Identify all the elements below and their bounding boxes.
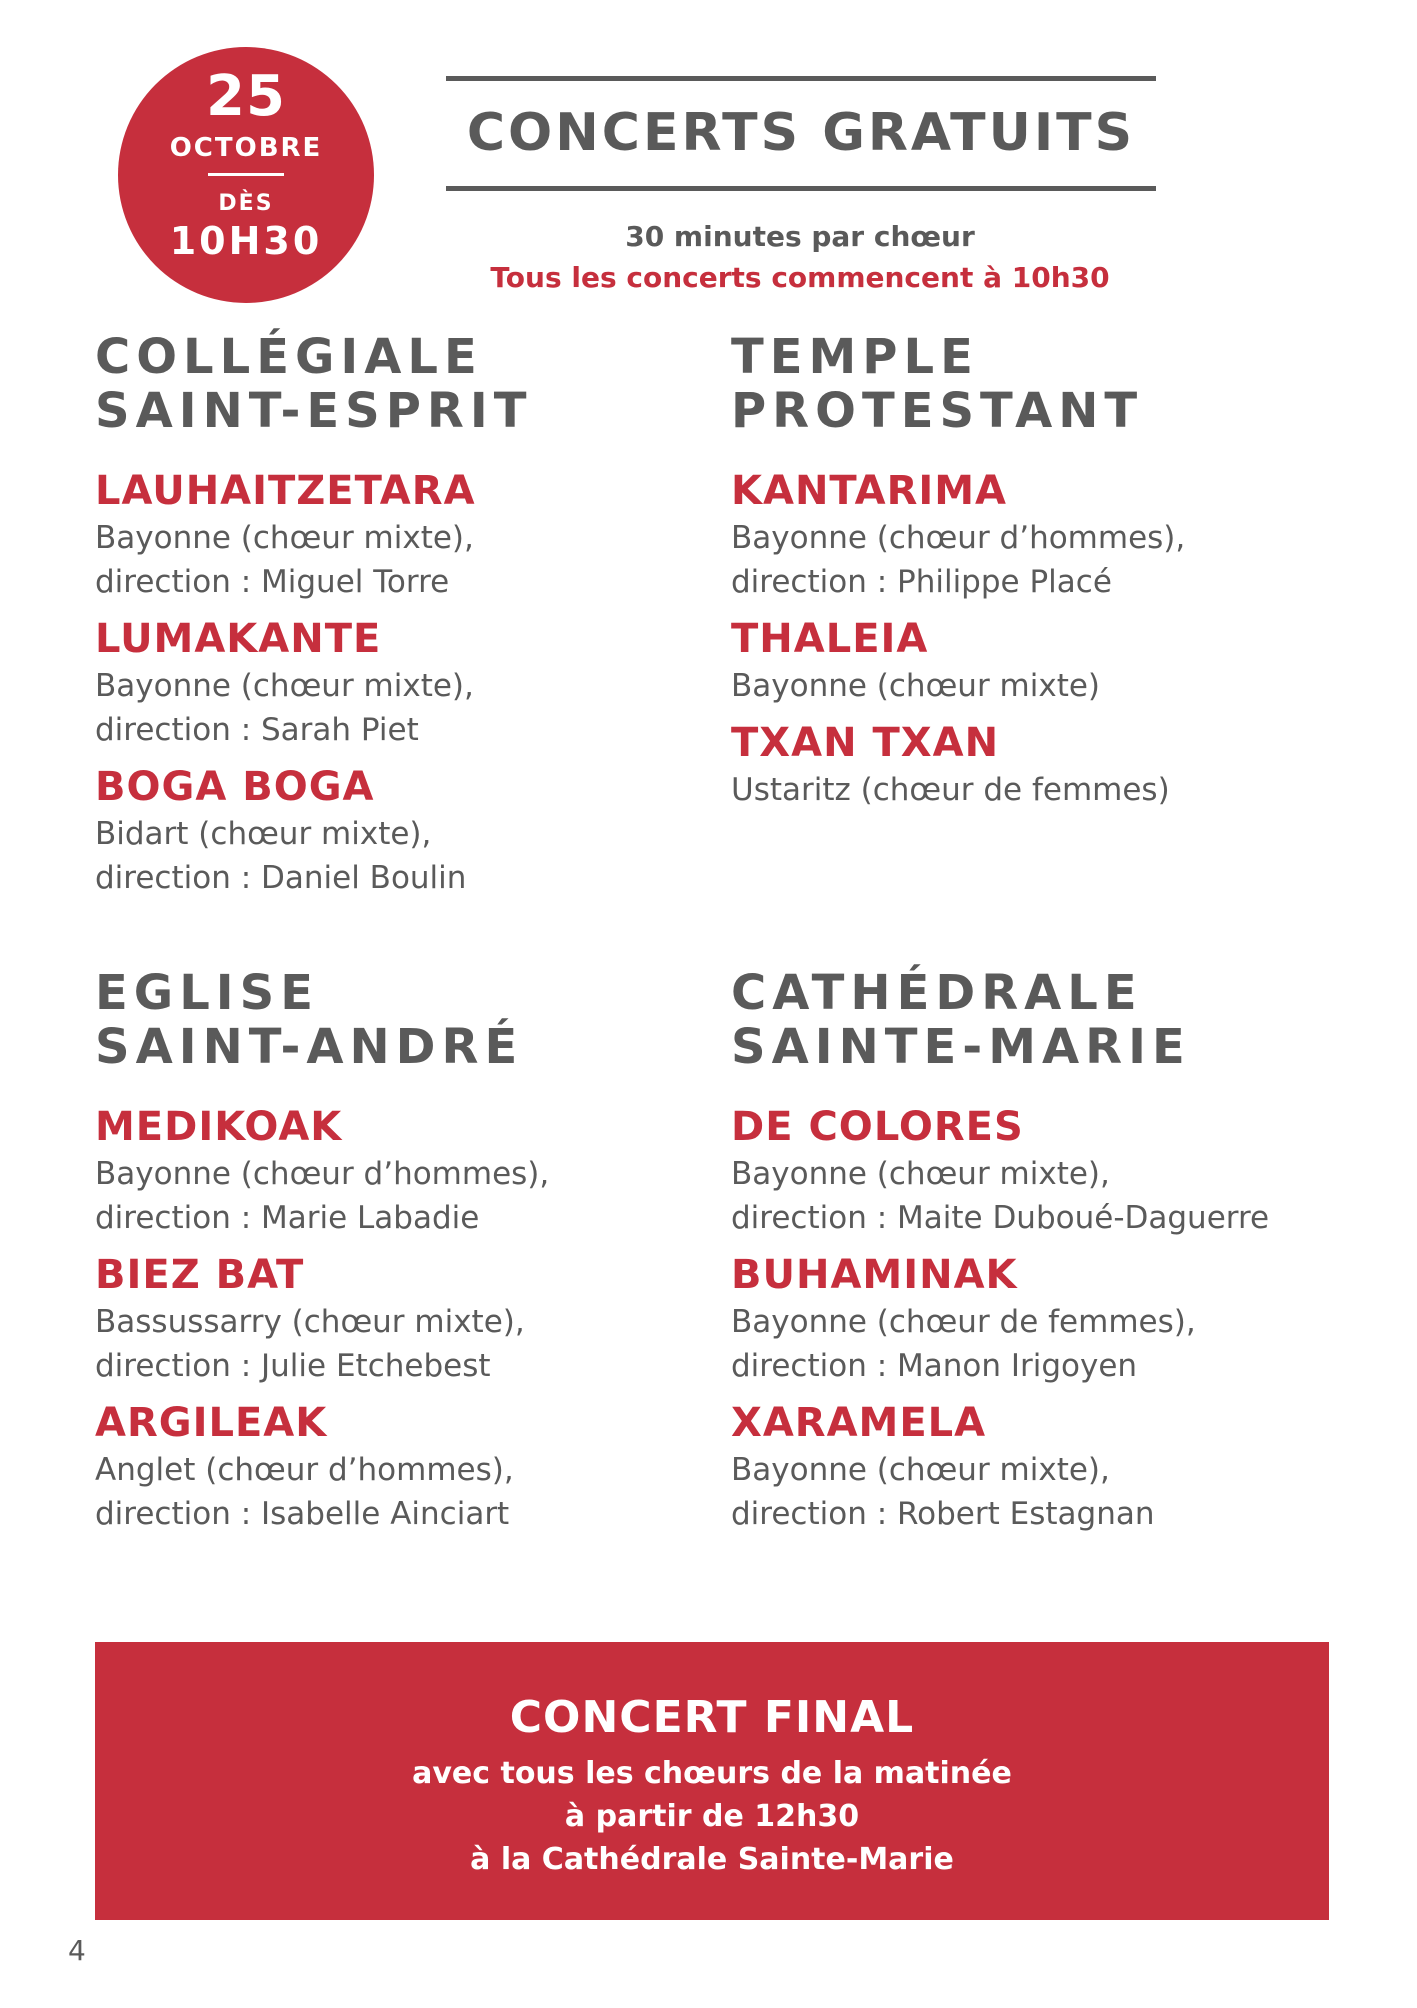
choir-entry (731, 614, 1351, 708)
venue-title-line: EGLISE (95, 965, 319, 1021)
choir-detail: direction : Sarah Piet (95, 712, 419, 748)
choir-detail: direction : Philippe Placé (731, 564, 1112, 600)
choir-name: BUHAMINAK (731, 1252, 1018, 1298)
venue-title-line: SAINT-ESPRIT (95, 383, 533, 439)
choir-detail: Bassussarry (chœur mixte), (95, 1304, 525, 1340)
choir-entry (731, 466, 1351, 604)
choir-detail: Bayonne (chœur mixte), (95, 668, 474, 704)
choir-detail: Ustaritz (chœur de femmes) (731, 772, 1170, 808)
venue-collegiale-saint-esprit (95, 330, 715, 910)
choir-detail: direction : Maite Duboué-Daguerre (731, 1200, 1270, 1236)
choir-name: BOGA BOGA (95, 764, 375, 810)
choir-name: THALEIA (731, 616, 929, 662)
venue-title-line: SAINTE-MARIE (731, 1019, 1191, 1075)
page-number: 4 (68, 1934, 86, 1967)
title-bottom-rule (446, 186, 1156, 191)
venue-title-line: TEMPLE (731, 329, 979, 385)
choir-detail: direction : Robert Estagnan (731, 1496, 1155, 1532)
venue-title (731, 966, 1351, 1074)
choir-detail: Bayonne (chœur de femmes), (731, 1304, 1196, 1340)
badge-month: OCTOBRE (169, 133, 323, 163)
choir-detail: Bayonne (chœur mixte), (95, 520, 474, 556)
venue-title (95, 330, 715, 438)
venue-title (95, 966, 715, 1074)
choir-name: LUMAKANTE (95, 616, 382, 662)
venue-eglise-saint-andre (95, 966, 715, 1546)
choir-detail: Bidart (chœur mixte), (95, 816, 432, 852)
choir-detail: direction : Daniel Boulin (95, 860, 467, 896)
venue-cathedrale-sainte-marie (731, 966, 1351, 1546)
title-top-rule (446, 76, 1156, 81)
choir-name: MEDIKOAK (95, 1104, 343, 1150)
choir-detail: Bayonne (chœur mixte) (731, 668, 1101, 704)
badge-day: 25 (206, 64, 286, 129)
subtitle: 30 minutes par chœur (625, 220, 975, 253)
choir-name: KANTARIMA (731, 468, 1008, 514)
choir-detail: direction : Marie Labadie (95, 1200, 480, 1236)
final-concert-line: à partir de 12h30 (564, 1799, 860, 1834)
choir-detail: direction : Julie Etchebest (95, 1348, 491, 1384)
choir-entry (731, 1250, 1351, 1388)
choir-name: BIEZ BAT (95, 1252, 305, 1298)
badge-time: 10H30 (169, 219, 323, 263)
choir-detail: direction : Manon Irigoyen (731, 1348, 1138, 1384)
badge-divider (208, 173, 284, 176)
choir-entry (95, 1398, 715, 1536)
choir-entry (95, 1102, 715, 1240)
choir-detail: direction : Isabelle Ainciart (95, 1496, 510, 1532)
venue-title (731, 330, 1351, 438)
choir-detail: Bayonne (chœur d’hommes), (731, 520, 1186, 556)
venue-temple-protestant (731, 330, 1351, 822)
page-title: CONCERTS GRATUITS (466, 103, 1136, 163)
choir-entry (731, 718, 1351, 812)
final-concert-box (95, 1642, 1329, 1920)
date-badge (118, 47, 374, 303)
choir-detail: direction : Miguel Torre (95, 564, 450, 600)
choir-name: XARAMELA (731, 1400, 987, 1446)
choir-entry (95, 1250, 715, 1388)
final-concert-line: à la Cathédrale Sainte-Marie (470, 1842, 954, 1877)
choir-name: TXAN TXAN (731, 720, 1000, 766)
choir-name: LAUHAITZETARA (95, 468, 476, 514)
choir-entry (95, 466, 715, 604)
subtitle-highlight: Tous les concerts commencent à 10h30 (490, 261, 1110, 294)
venue-title-line: SAINT-ANDRÉ (95, 1019, 524, 1075)
choir-detail: Bayonne (chœur mixte), (731, 1156, 1110, 1192)
badge-from: DÈS (218, 191, 274, 216)
choir-detail: Anglet (chœur d’hommes), (95, 1452, 514, 1488)
choir-entry (731, 1398, 1351, 1536)
choir-name: ARGILEAK (95, 1400, 328, 1446)
final-concert-line: avec tous les chœurs de la matinée (412, 1756, 1012, 1791)
choir-entry (731, 1102, 1351, 1240)
choir-detail: Bayonne (chœur d’hommes), (95, 1156, 550, 1192)
choir-name: DE COLORES (731, 1104, 1024, 1150)
choir-entry (95, 762, 715, 900)
venue-title-line: COLLÉGIALE (95, 329, 483, 385)
final-concert-title: CONCERT FINAL (509, 1692, 915, 1743)
choir-entry (95, 614, 715, 752)
choir-detail: Bayonne (chœur mixte), (731, 1452, 1110, 1488)
venue-title-line: CATHÉDRALE (731, 965, 1143, 1021)
venue-title-line: PROTESTANT (731, 383, 1144, 439)
